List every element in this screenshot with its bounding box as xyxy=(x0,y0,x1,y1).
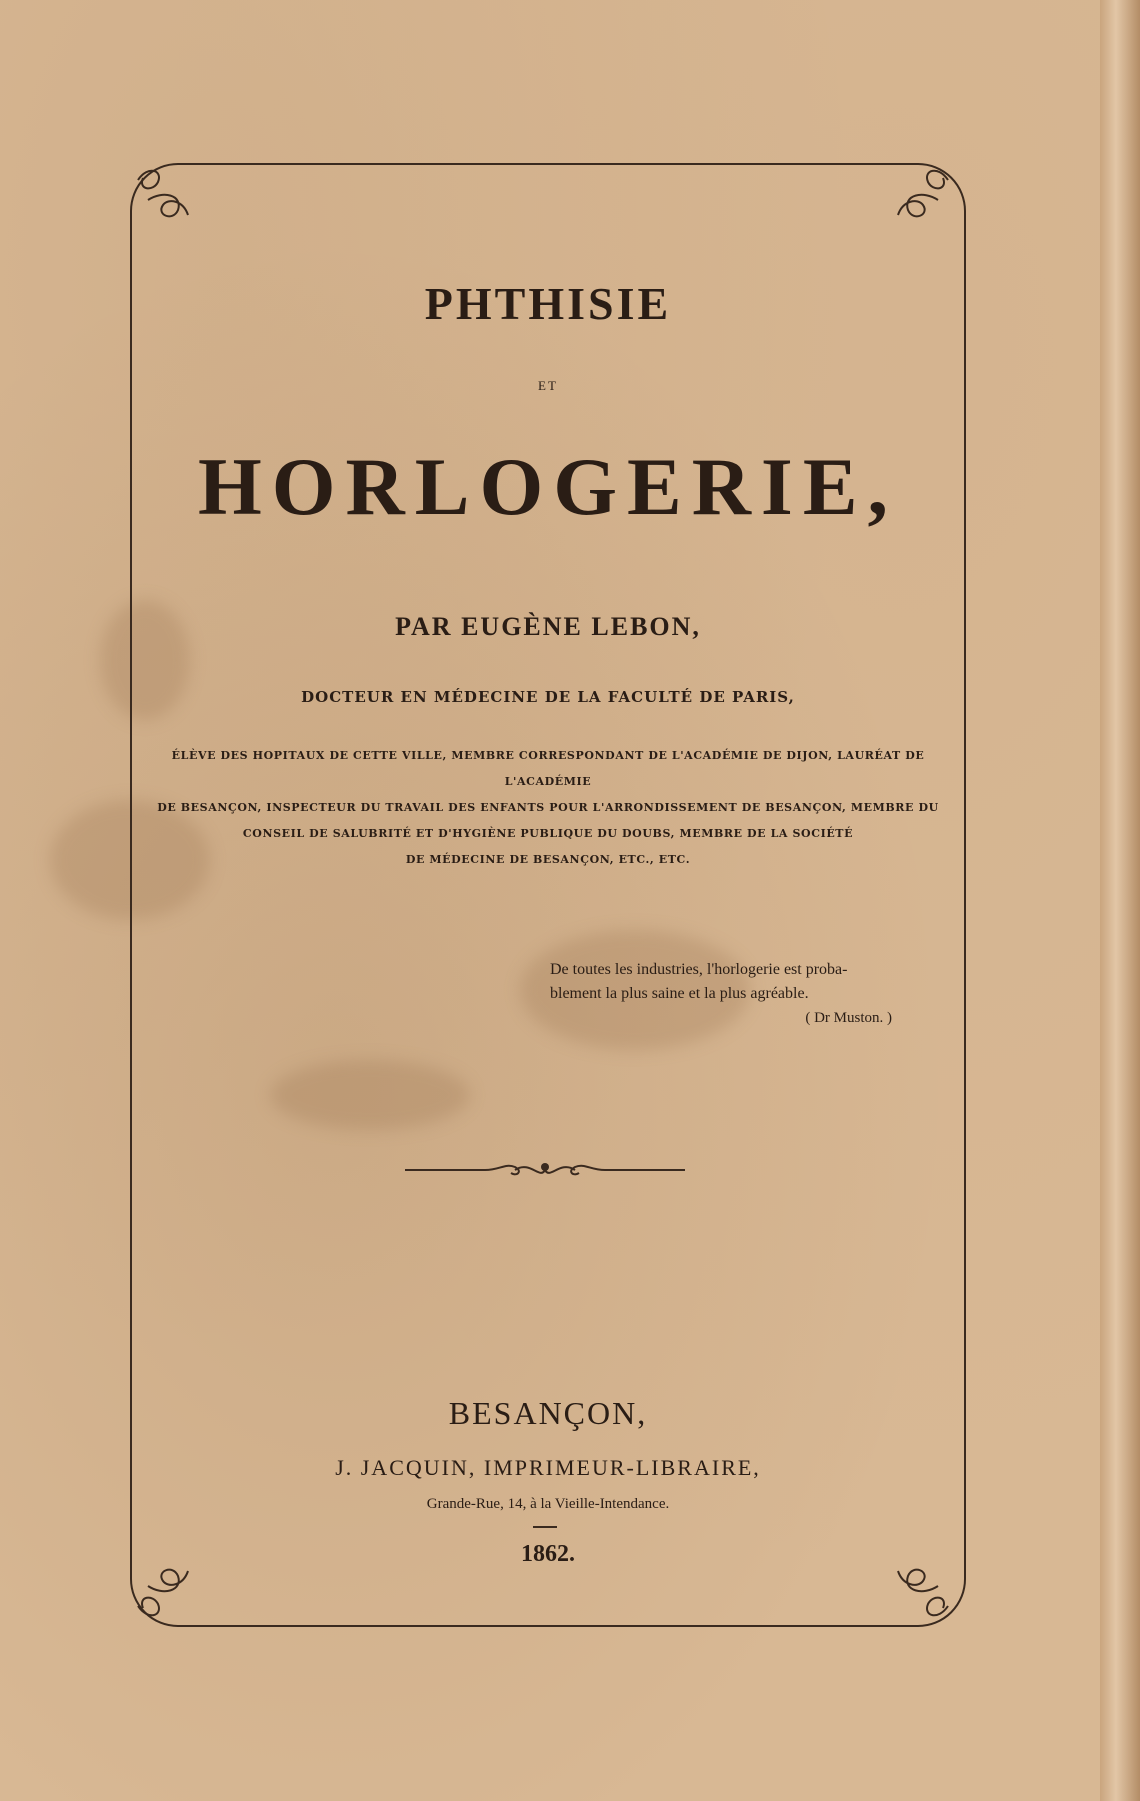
imprint-year: 1862. xyxy=(521,1541,575,1567)
corner-flourish-top-right-icon xyxy=(888,160,958,230)
author-degree: DOCTEUR EN MÉDECINE DE LA FACULTÉ DE PARIS, xyxy=(301,688,795,706)
credentials-line: CONSEIL DE SALUBRITÉ ET D'HYGIÈNE PUBLIQUE DU DOUBS, MEMBRE DE LA SOCIÉTÉ xyxy=(242,827,854,840)
epigraph-line: De toutes les industries, l'horlogerie est proba- xyxy=(550,961,848,978)
imprint-city: BESANÇON, xyxy=(448,1395,648,1431)
ornamental-divider-icon xyxy=(405,1155,685,1185)
epigraph-attribution: ( Dr Muston. ) xyxy=(805,1010,892,1026)
title-line-1: PHTHISIE xyxy=(424,278,672,329)
author-credentials xyxy=(155,743,941,873)
title-conjunction: ET xyxy=(538,378,558,393)
credentials-line: ÉLÈVE DES HOPITAUX DE CETTE VILLE, MEMBRE CORRESPONDANT DE L'ACADÉMIE DE DIJON, LAURÉAT DE L'ACADÉMIE xyxy=(171,749,925,788)
credentials-line: DE BESANÇON, INSPECTEUR DU TRAVAIL DES ENFANTS POUR L'ARRONDISSEMENT DE BESANÇON, MEMBRE DU xyxy=(157,801,939,814)
imprint-printer: J. JACQUIN, IMPRIMEUR-LIBRAIRE, xyxy=(335,1455,761,1480)
page-edge xyxy=(1100,0,1140,1801)
title-line-2: HORLOGERIE, xyxy=(197,441,899,532)
imprint-address: Grande-Rue, 14, à la Vieille-Intendance. xyxy=(426,1496,670,1512)
divider xyxy=(533,1526,557,1528)
credentials-line: DE MÉDECINE DE BESANÇON, ETC., ETC. xyxy=(405,853,691,866)
author-line: PAR EUGÈNE LEBON, xyxy=(395,612,701,641)
epigraph xyxy=(550,958,920,1030)
epigraph-line: blement la plus saine et la plus agréable. xyxy=(550,985,809,1002)
corner-flourish-top-left-icon xyxy=(128,160,198,230)
